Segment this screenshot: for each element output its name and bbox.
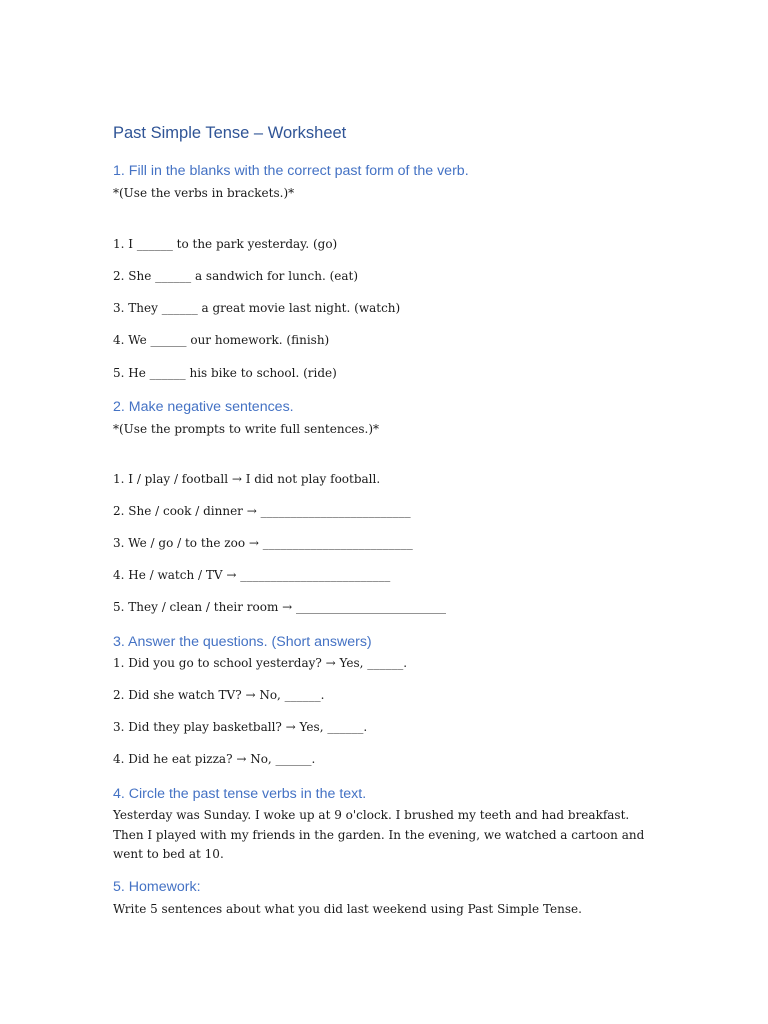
section-2-heading: 2. Make negative sentences. <box>113 399 294 415</box>
section-1-note: *(Use the verbs in brackets.)* <box>113 186 295 200</box>
section-5-heading: 5. Homework: <box>113 879 201 895</box>
section-3-heading: 3. Answer the questions. (Short answers) <box>113 634 372 650</box>
exercise-item: 3. We / go / to the zoo → _________________________ <box>113 536 413 550</box>
exercise-item: 1. Did you go to school yesterday? → Yes, ______. <box>113 656 408 670</box>
exercise-item: 4. He / watch / TV → _________________________ <box>113 568 391 582</box>
exercise-item: 1. I ______ to the park yesterday. (go) <box>113 237 338 251</box>
reading-text: Yesterday was Sunday. I woke up at 9 o'clock. I brushed my teeth and had breakfast. Then I played with my friends in the garden. In the evening, we watched a cartoon and went to bed at 10. <box>113 808 645 861</box>
exercise-item: 1. I / play / football → I did not play football. <box>113 472 381 486</box>
section-1-heading: 1. Fill in the blanks with the correct past form of the verb. <box>113 163 469 179</box>
homework-text: Write 5 sentences about what you did last weekend using Past Simple Tense. <box>113 902 582 916</box>
exercise-item: 2. She ______ a sandwich for lunch. (eat) <box>113 269 359 283</box>
section-4-heading: 4. Circle the past tense verbs in the text. <box>113 786 367 802</box>
exercise-item: 2. Did she watch TV? → No, ______. <box>113 688 325 702</box>
exercise-item: 4. We ______ our homework. (finish) <box>113 333 330 347</box>
page-title: Past Simple Tense – Worksheet <box>113 124 347 142</box>
exercise-item: 3. Did they play basketball? → Yes, ______. <box>113 720 368 734</box>
section-2-note: *(Use the prompts to write full sentences.)* <box>113 422 380 436</box>
exercise-item: 4. Did he eat pizza? → No, ______. <box>113 752 316 766</box>
exercise-item: 5. They / clean / their room → _________________________ <box>113 600 447 614</box>
exercise-item: 5. He ______ his bike to school. (ride) <box>113 366 337 380</box>
exercise-item: 2. She / cook / dinner → _________________________ <box>113 504 411 518</box>
exercise-item: 3. They ______ a great movie last night. (watch) <box>113 301 401 315</box>
